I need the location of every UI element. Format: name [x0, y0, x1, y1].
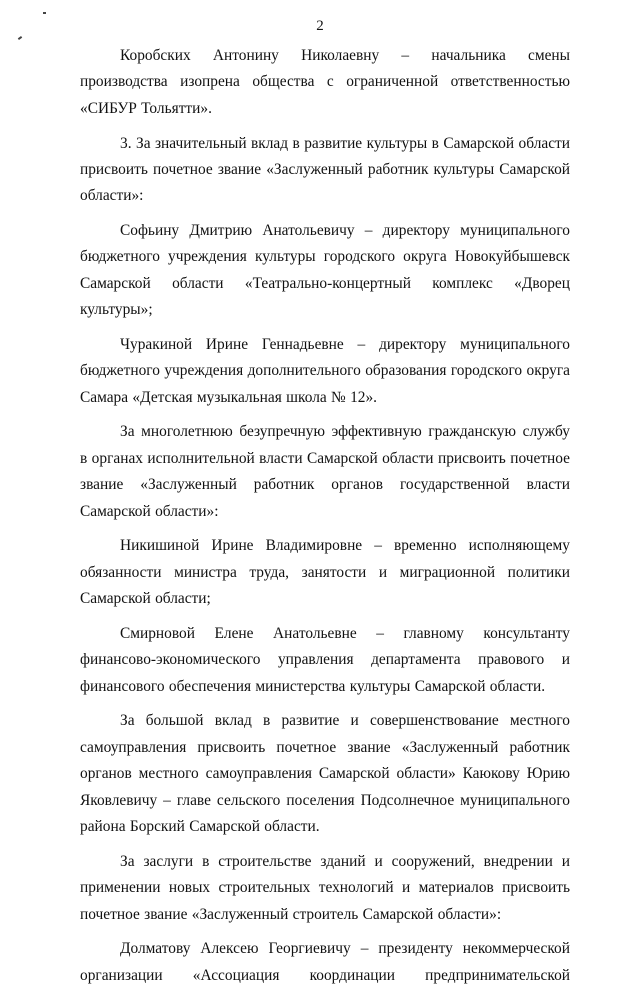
scan-speck	[43, 12, 46, 14]
paragraph: Долматову Алексею Георгиевичу – президенту некоммерческой организации «Ассоциация координации предпринимательской	[80, 940, 570, 984]
paragraph: За заслуги в строительстве зданий и сооружений, внедрении и применении новых строительных технологий и материалов присвоить почетное звание «Заслуженный строитель Самарской области»:	[80, 852, 570, 923]
page-number: 2	[316, 18, 324, 34]
paragraph: За многолетнюю безупречную эффективную гражданскую службу в органах исполнительной власти Самарской области присвоить почетное звание «Заслуженный работник органов государственной власти Самарской области»:	[80, 423, 570, 520]
paragraph: Коробских Антонину Николаевну – начальника смены производства изопрена общества с ограниченной ответственностью «СИБУР Тольятти».	[80, 47, 570, 117]
document-body	[80, 43, 570, 989]
paragraph: 3. За значительный вклад в развитие культуры в Самарской области присвоить почетное звание «Заслуженный работник культуры Самарской области»:	[80, 134, 570, 205]
paragraph: Никишиной Ирине Владимировне – временно исполняющему обязанности министра труда, занятости и миграционной политики Самарской области;	[80, 537, 570, 608]
paragraph: Чуракиной Ирине Геннадьевне – директору муниципального бюджетного учреждения дополнительного образования городского округа Самара «Детская музыкальная школа № 12».	[80, 335, 570, 406]
paragraph: За большой вклад в развитие и совершенствование местного самоуправления присвоить почетное звание «Заслуженный работник органов местного самоуправления Самарской области» Каюкову Юрию Яковлевичу – главе сельского поселения Подсолнечное муниципального района Борский Самарской области.	[80, 712, 570, 836]
paragraph: Смирновой Елене Анатольевне – главному консультанту финансово-экономического управления департамента правового и финансового обеспечения министерства культуры Самарской области.	[80, 624, 570, 695]
scan-speck	[18, 36, 22, 40]
paragraph: Софьину Дмитрию Анатольевичу – директору муниципального бюджетного учреждения культуры городского округа Новокуйбышевск Самарской области «Театрально-концертный комплекс «Дворец культуры»;	[80, 222, 570, 319]
